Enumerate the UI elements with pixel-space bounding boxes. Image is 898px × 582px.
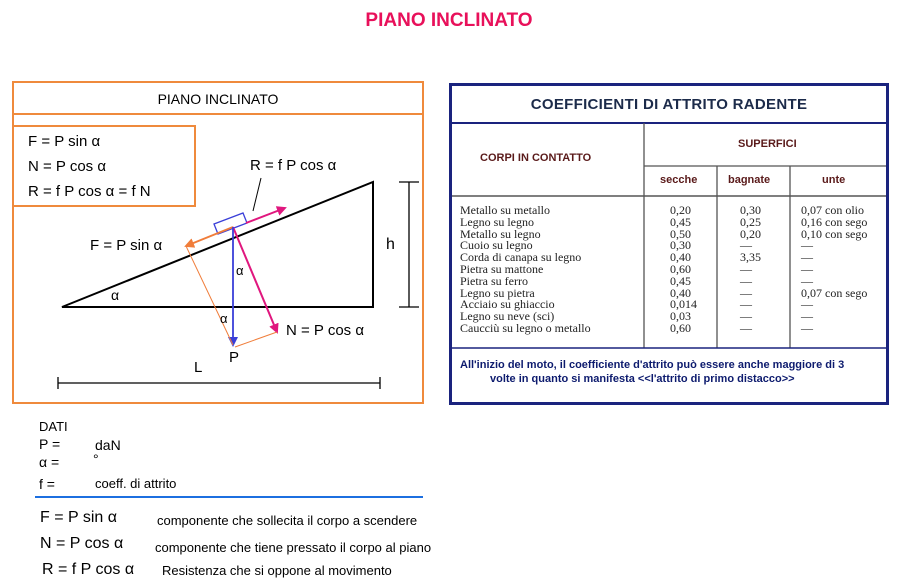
block-on-plane bbox=[214, 213, 247, 234]
cell-dry: 0,45 bbox=[670, 214, 691, 229]
label-N: N = P cos α bbox=[286, 322, 365, 339]
cell-oiled: 0,07 con sego bbox=[801, 285, 868, 300]
col-header-dry: secche bbox=[660, 174, 698, 186]
cell-dry: 0,40 bbox=[670, 285, 691, 300]
label-alpha-base: α bbox=[111, 287, 120, 303]
cell-material: Metallo su legno bbox=[460, 226, 541, 241]
vector-F bbox=[186, 227, 233, 246]
cell-wet: — bbox=[740, 285, 752, 300]
label-alpha-mid: α bbox=[236, 263, 244, 278]
dati-f-unit: coeff. di attrito bbox=[95, 476, 177, 491]
dati-p-unit: daN bbox=[95, 437, 121, 453]
summary-formula-R: R = f P cos α bbox=[42, 561, 135, 578]
cell-dry: 0,014 bbox=[670, 297, 697, 312]
cell-material: Corda di canapa su legno bbox=[460, 250, 582, 265]
cell-wet: 0,20 bbox=[740, 226, 761, 241]
cell-oiled: 0,10 con sego bbox=[801, 226, 868, 241]
col-header-contact: CORPI IN CONTATTO bbox=[480, 152, 592, 164]
inclined-plane-diagram bbox=[14, 83, 422, 402]
formula-F: F = P sin α bbox=[28, 133, 101, 150]
cell-dry: 0,20 bbox=[670, 203, 691, 217]
cell-wet: — bbox=[740, 321, 752, 335]
cell-material: Legno su pietra bbox=[460, 285, 535, 300]
cell-wet: — bbox=[740, 262, 752, 276]
friction-note-line-1: All'inizio del moto, il coefficiente d'attrito può essere anche maggiore di 3 bbox=[460, 359, 845, 371]
col-header-surfaces: SUPERFICI bbox=[738, 138, 797, 150]
cell-material: Pietra su ferro bbox=[460, 273, 528, 288]
cell-dry: 0,03 bbox=[670, 309, 691, 324]
cell-material: Acciaio su ghiaccio bbox=[460, 297, 555, 312]
cell-dry: 0,60 bbox=[670, 262, 691, 276]
inclined-plane-panel bbox=[12, 81, 424, 404]
page-title: PIANO INCLINATO bbox=[365, 10, 533, 31]
dati-title: DATI bbox=[39, 419, 68, 434]
cell-oiled: 0,16 con sego bbox=[801, 214, 868, 229]
cell-wet: 0,25 bbox=[740, 214, 761, 229]
divider-line bbox=[35, 496, 423, 498]
dati-alpha-unit: ° bbox=[93, 451, 99, 467]
construction-line-N bbox=[235, 332, 277, 347]
cell-wet: — bbox=[740, 297, 752, 312]
cell-dry: 0,60 bbox=[670, 321, 691, 335]
cell-material: Pietra su mattone bbox=[460, 262, 544, 276]
construction-line-F bbox=[186, 246, 233, 345]
cell-oiled: — bbox=[801, 273, 813, 288]
col-header-oiled: unte bbox=[822, 174, 846, 186]
friction-note bbox=[460, 358, 882, 386]
col-header-wet: bagnate bbox=[728, 174, 771, 186]
cell-material: Caucciù su legno o metallo bbox=[460, 321, 591, 335]
label-h: h bbox=[386, 236, 395, 253]
label-R: R = f P cos α bbox=[250, 157, 337, 174]
cell-oiled: — bbox=[801, 309, 813, 324]
cell-material: Legno su legno bbox=[460, 214, 534, 229]
summary-desc-F: componente che sollecita il corpo a scendere bbox=[157, 513, 418, 528]
cell-dry: 0,45 bbox=[670, 273, 691, 288]
vector-N bbox=[233, 227, 277, 332]
label-F: F = P sin α bbox=[90, 237, 163, 254]
label-L: L bbox=[194, 359, 203, 376]
dati-alpha-label: α = bbox=[39, 454, 60, 470]
inclined-plane-header: PIANO INCLINATO bbox=[14, 83, 422, 115]
cell-wet: — bbox=[740, 309, 752, 324]
label-alpha-low: α bbox=[220, 311, 228, 326]
dati-p-label: P = bbox=[39, 436, 61, 452]
cell-wet: 0,30 bbox=[740, 203, 761, 217]
label-P: P bbox=[229, 349, 240, 366]
formula-N: N = P cos α bbox=[28, 158, 107, 175]
cell-oiled: — bbox=[801, 297, 813, 312]
cell-oiled: — bbox=[801, 238, 813, 253]
cell-oiled: — bbox=[801, 250, 813, 265]
cell-material: Legno su neve (sci) bbox=[460, 309, 555, 324]
cell-oiled: — bbox=[801, 262, 813, 276]
summary-desc-N: componente che tiene pressato il corpo al piano bbox=[155, 540, 432, 555]
cell-wet: 3,35 bbox=[740, 250, 761, 265]
friction-table-title: COEFFICIENTI DI ATTRITO RADENTE bbox=[530, 96, 808, 113]
summary-desc-R: Resistenza che si oppone al movimento bbox=[162, 563, 392, 578]
cell-oiled: 0,07 con olio bbox=[801, 203, 864, 217]
cell-dry: 0,40 bbox=[670, 250, 691, 265]
cell-material: Cuoio su legno bbox=[460, 238, 533, 253]
cell-dry: 0,50 bbox=[670, 226, 691, 241]
cell-dry: 0,30 bbox=[670, 238, 691, 253]
friction-note-line-2: volte in quanto si manifesta <<l'attrito di primo distacco>> bbox=[490, 373, 795, 385]
summary-formula-N: N = P cos α bbox=[40, 535, 124, 552]
dati-f-label: f = bbox=[39, 476, 55, 492]
cell-oiled: — bbox=[801, 321, 813, 335]
table-row bbox=[452, 323, 886, 335]
summary-formula-F: F = P sin α bbox=[40, 509, 117, 526]
cell-material: Metallo su metallo bbox=[460, 203, 550, 217]
cell-wet: — bbox=[740, 273, 752, 288]
formula-R: R = f P cos α = f N bbox=[28, 183, 151, 200]
cell-wet: — bbox=[740, 238, 752, 253]
friction-coefficients-panel bbox=[449, 83, 889, 405]
